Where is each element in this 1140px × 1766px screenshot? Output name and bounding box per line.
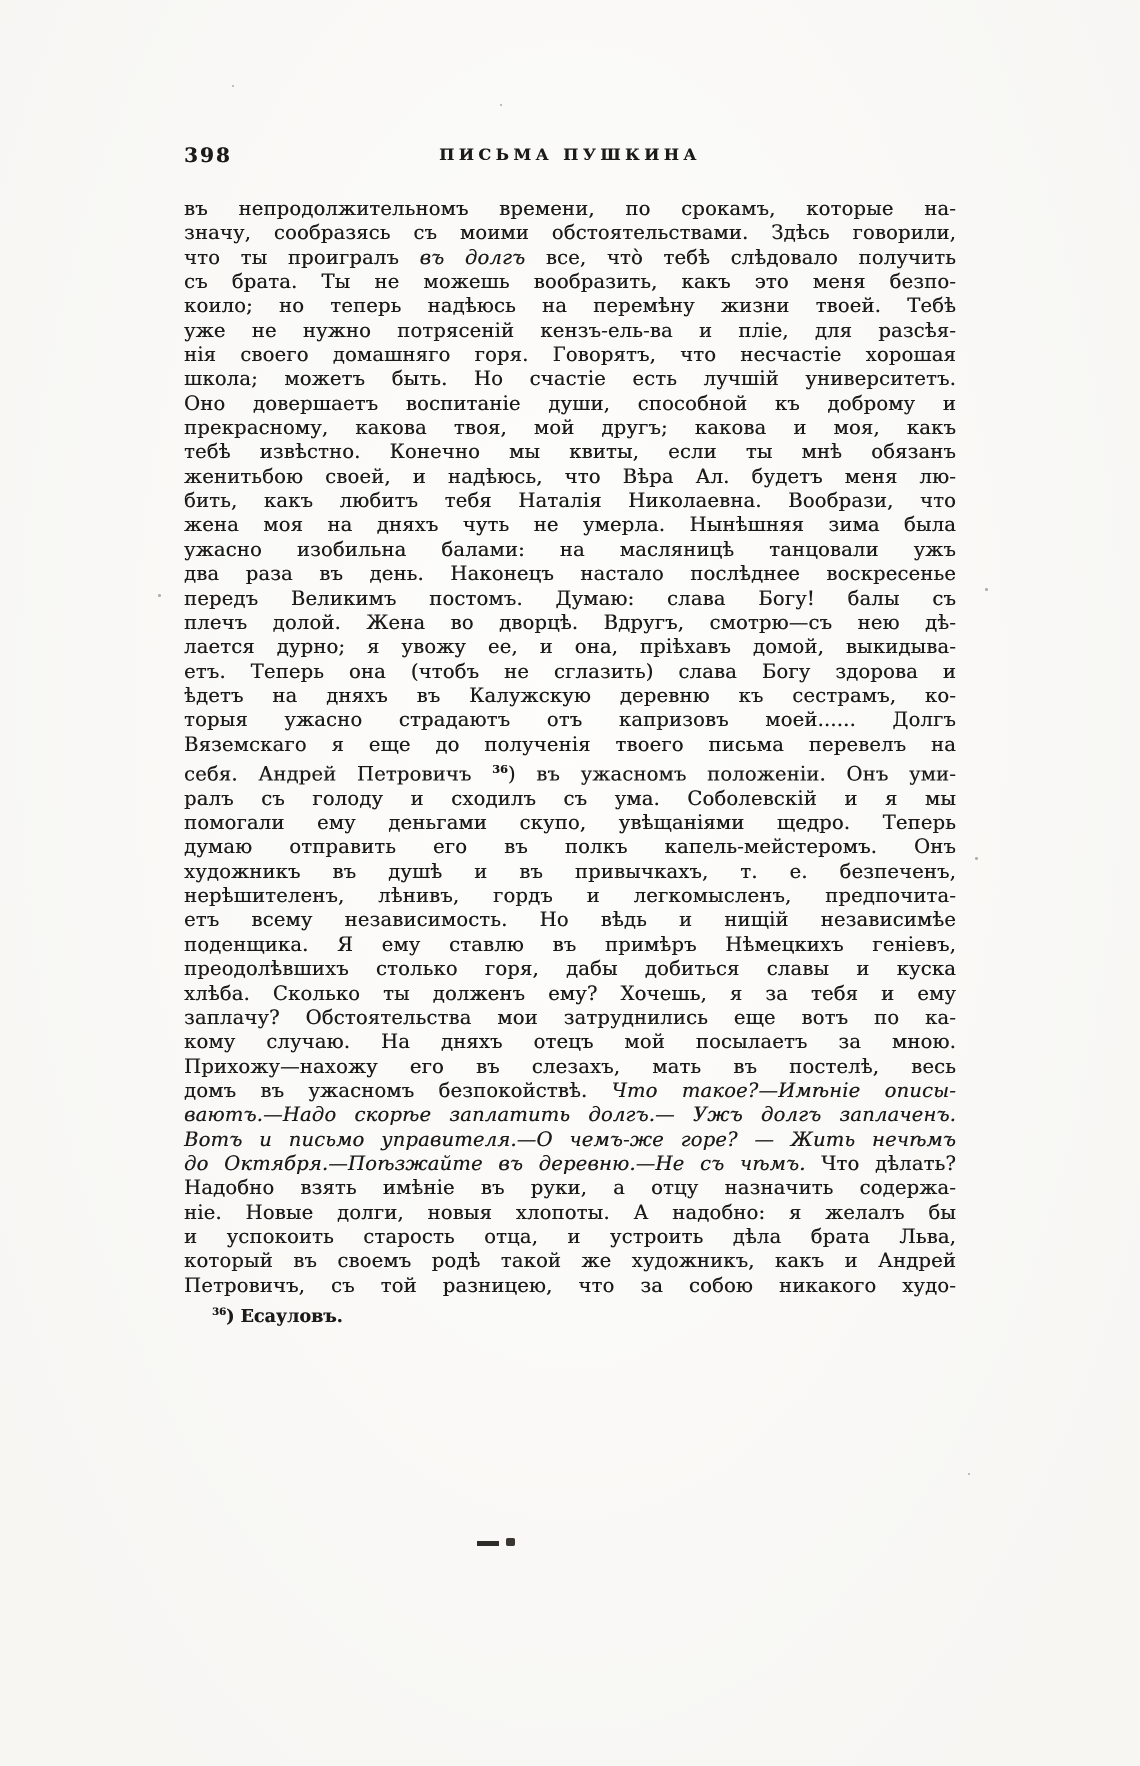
text-segment: въ долгъ [419,245,526,269]
scan-speck [968,1473,970,1475]
text-line [184,1249,956,1273]
text-line [184,1006,956,1030]
text-line [184,538,956,562]
scan-speck [975,857,978,860]
scan-speck [158,594,161,597]
text-segment: два раза въ день. Наконецъ настало послѣднее воскресенье [184,562,956,586]
text-segment: торыя ужасно страдаютъ отъ капризовъ моей...... Долгъ [184,708,956,732]
text-segment: школа; можетъ быть. Но счастіе есть лучшій университетъ. [184,367,956,391]
text-line [184,221,956,245]
scan-speck [985,588,988,591]
text-segment: помогали ему деньгами скупо, увѣщаніями щедро. Теперь [184,811,956,835]
text-segment: женитьбою своей, и надѣюсь, что Вѣра Ал. будетъ меня лю- [184,464,956,488]
text-segment: себя. Андрей Петровичъ [184,762,493,786]
text-line [184,733,956,757]
text-segment: Что такое?—Имѣніе описы- [611,1078,956,1102]
text-segment: до Октября.—Поѣзжайте въ деревню.—Не съ чѣмъ. [184,1151,806,1175]
text-line [184,1079,956,1103]
text-segment: ваютъ.—Надо скорѣе заплатить долгъ.— Ужъ долгъ заплаченъ. [184,1103,956,1127]
text-line [184,787,956,811]
text-segment: въ непродолжительномъ времени, по срокамъ, которые на- [184,197,956,220]
page-header [184,141,956,167]
text-segment: нерѣшителенъ, лѣнивъ, гордъ и легкомысленъ, предпочита- [184,884,956,908]
text-segment: ) въ ужасномъ положеніи. Онъ уми- [507,762,956,786]
text-segment: 36 [212,1306,227,1318]
text-line [184,957,956,981]
footnote [212,1306,343,1327]
text-segment: ) Есауловъ. [226,1306,343,1327]
text-segment: Оно довершаетъ воспитаніе души, способной къ доброму и [184,391,956,415]
text-line [184,1201,956,1225]
text-line [184,835,956,859]
text-segment: ралъ съ голоду и сходилъ съ ума. Соболевскій и я мы [184,786,956,810]
text-segment: етъ. Теперь она (чтобъ не сглазить) слава Богу здорова и [184,659,956,683]
text-line [184,860,956,884]
text-line [184,1055,956,1079]
text-segment: преодолѣвшихъ столько горя, дабы добиться славы и куска [184,957,956,981]
text-segment: уже не нужно потрясеній кензъ-ель-ва и пліе, для разсѣя- [184,318,956,342]
text-line [184,757,956,787]
text-line [184,513,956,537]
text-segment: поденщика. Я ему ставлю въ примѣръ Нѣмецкихъ геніевъ, [184,932,956,956]
text-segment: что ты проигралъ [184,245,420,269]
text-line [184,708,956,732]
text-line [184,197,956,221]
text-segment: ужасно изобильна балами: на масляницѣ танцовали ужъ [184,537,956,561]
text-line [184,562,956,586]
text-line [184,811,956,835]
text-segment: художникъ въ душѣ и въ привычкахъ, т. е. безпеченъ, [184,859,956,883]
text-segment: бить, какъ любитъ тебя Наталія Николаевна. Вообрази, что [184,489,956,513]
text-line [184,416,956,440]
text-segment: етъ всему независимость. Но вѣдь и нищій независимѣе [184,908,956,932]
page-number: 398 [184,143,232,167]
text-segment: 36 [492,761,508,776]
page-body [184,197,956,1298]
text-segment: все, что̀ тебѣ слѣдовало получить [525,245,956,269]
text-line [184,1274,956,1298]
text-line [184,343,956,367]
text-segment: Что дѣлать? [805,1151,956,1175]
text-line [184,982,956,1006]
text-line [184,1176,956,1200]
scan-mark [477,1541,499,1546]
text-line [184,684,956,708]
text-segment: думаю отправить его въ полкъ капель-мейстеромъ. Онъ [184,835,956,859]
text-segment: жена моя на дняхъ чуть не умерла. Нынѣшняя зима была [184,513,956,537]
text-segment: и успокоить старость отца, и устроить дѣла брата Льва, [184,1224,956,1248]
text-segment: Вотъ и письмо управителя.—О чемъ-же горе? — Жить нечѣмъ [184,1127,956,1151]
text-segment: прекрасному, какова твоя, мой другъ; какова и моя, какъ [184,416,956,440]
text-line [184,1225,956,1249]
text-segment: Петровичъ, съ той разницею, что за собою никакого худо- [184,1273,956,1297]
text-line [184,319,956,343]
text-line [184,367,956,391]
text-line [184,933,956,957]
text-segment: Прихожу—нахожу его въ слезахъ, мать въ постелѣ, весь [184,1054,956,1078]
text-segment: который въ своемъ родѣ такой же художникъ, какъ и Андрей [184,1249,956,1273]
scan-speck [232,85,234,87]
text-line [184,660,956,684]
text-segment: тебѣ извѣстно. Конечно мы квиты, если ты мнѣ обязанъ [184,440,956,464]
text-line [184,246,956,270]
text-line [184,489,956,513]
text-segment: плечъ долой. Жена во дворцѣ. Вдругъ, смотрю—съ нею дѣ- [184,610,956,634]
running-title: ПИСЬМА ПУШКИНА [439,145,701,164]
text-segment: кому случаю. На дняхъ отецъ мой посылаетъ за мною. [184,1030,956,1054]
text-segment: нія своего домашняго горя. Говорятъ, что несчастіе хорошая [184,343,956,367]
text-line [184,1128,956,1152]
text-segment: Надобно взять имѣніе въ руки, а отцу назначить содержа- [184,1176,956,1200]
text-line [184,1152,956,1176]
scan-speck [500,104,502,106]
text-line [184,635,956,659]
text-line [184,440,956,464]
text-segment: домъ въ ужасномъ безпокойствѣ. [184,1078,612,1102]
text-line [184,611,956,635]
text-line [184,392,956,416]
text-line [184,884,956,908]
text-segment: Вяземскаго я еще до полученія твоего письма перевелъ на [184,732,956,756]
text-line [184,1103,956,1127]
text-segment: ніе. Новые долги, новыя хлопоты. А надобно: я желалъ бы [184,1200,956,1224]
text-line [184,270,956,294]
text-segment: заплачу? Обстоятельства мои затруднились еще вотъ по ка- [184,1005,956,1029]
text-segment: передъ Великимъ постомъ. Думаю: слава Богу! балы съ [184,586,956,610]
text-segment: лается дурно; я увожу ее, и она, пріѣхавъ домой, выкидыва- [184,635,956,659]
text-line [184,908,956,932]
text-segment: съ брата. Ты не можешь вообразить, какъ это меня безпо- [184,270,956,294]
text-line [184,294,956,318]
text-segment: хлѣба. Сколько ты долженъ ему? Хочешь, я за тебя и ему [184,981,956,1005]
text-segment: значу, сообразясь съ моими обстоятельствами. Здѣсь говорили, [184,221,956,245]
text-segment: ѣдетъ на дняхъ въ Калужскую деревню къ сестрамъ, ко- [184,683,956,707]
text-line [184,1030,956,1054]
text-line [184,465,956,489]
text-line [184,587,956,611]
text-segment: коило; но теперь надѣюсь на перемѣну жизни твоей. Тебѣ [184,294,956,318]
scan-mark [506,1538,515,1546]
